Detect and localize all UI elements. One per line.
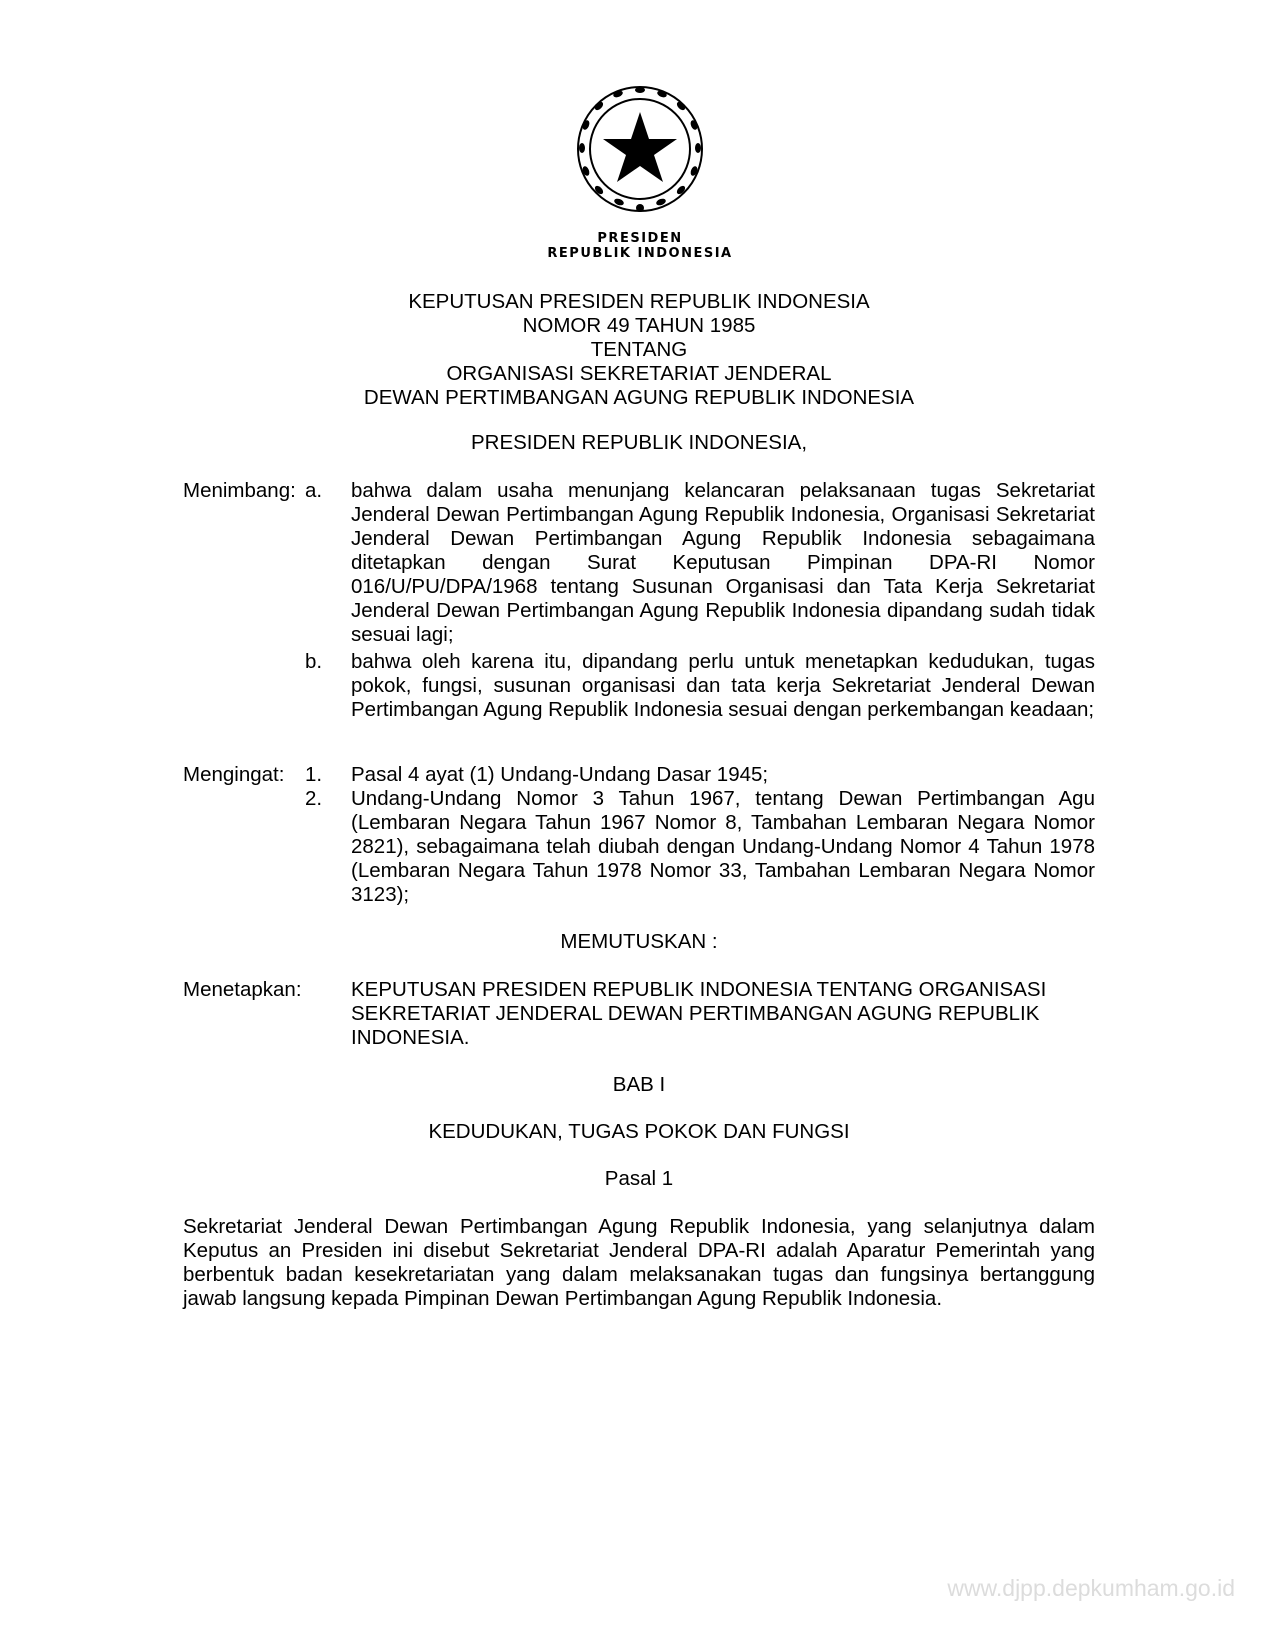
pasal-1-text: Sekretariat Jenderal Dewan Pertimbangan Agung Republik Indonesia, yang selanjutnya dalam Keputus an Presiden ini disebut Sekretariat Jenderal DPA-RI adalah Aparatur Pemerintah yang berbentuk badan kesekretariatan yang dalam melaksanakan tugas dan fungsinya bertanggung jawab langsung kepada Pimpinan Dewan Pertimbangan Agung Republik Indonesia. — [183, 1215, 1095, 1310]
garuda-star-wreath-emblem-icon — [573, 82, 707, 216]
item-text: Undang-Undang Nomor 3 Tahun 1967, tentang Dewan Pertimbangan Agu (Lembaran Negara Tahun 1967 Nomor 8, Tambahan Lembaran Negara Nomor 2821), sebagaimana telah diubah dengan Undang-Undang Nomor 4 Tahun 1978 (Lembaran Negara Tahun 1978 Nomor 33, Tambahan Lembaran Negara Nomor 3123); — [351, 787, 1095, 906]
item-marker: b. — [305, 650, 323, 673]
menetapkan-label: Menetapkan: — [183, 978, 302, 1001]
crest-label-presiden: PRESIDEN — [597, 231, 683, 246]
item-marker: a. — [305, 479, 323, 502]
crest-label-republik-indonesia: REPUBLIK INDONESIA — [547, 246, 733, 261]
pasal-heading: Pasal 1 — [604, 1167, 674, 1190]
item-text: Pasal 4 ayat (1) Undang-Undang Dasar 1945; — [351, 763, 769, 786]
heading-line: TENTANG — [590, 338, 688, 361]
watermark: www.djpp.depkumham.go.id — [947, 1575, 1235, 1601]
bab-title: KEDUDUKAN, TUGAS POKOK DAN FUNGSI — [428, 1120, 850, 1143]
item-text: bahwa dalam usaha menunjang kelancaran pelaksanaan tugas Sekretariat Jenderal Dewan Pertimbangan Agung Republik Indonesia, Organisasi Sekretariat Jenderal Dewan Pertimbangan Agung Republik Indonesia sebagaimana ditetapkan dengan Surat Keputusan Pimpinan DPA-RI Nomor 016/U/PU/DPA/1968 tentang Susunan Organisasi dan Tata Kerja Sekretariat Jenderal Dewan Pertimbangan Agung Republik Indonesia dipandang sudah tidak sesuai lagi; — [351, 479, 1095, 646]
item-marker: 1. — [305, 763, 323, 786]
heading-line: KEPUTUSAN PRESIDEN REPUBLIK INDONESIA — [408, 290, 870, 313]
menimbang-label: Menimbang: — [183, 479, 296, 502]
memutuskan-heading: MEMUTUSKAN : — [560, 930, 718, 953]
item-text: bahwa oleh karena itu, dipandang perlu untuk menetapkan kedudukan, tugas pokok, fungsi, susunan organisasi dan tata kerja Sekretariat Jenderal Dewan Pertimbangan Agung Republik Indonesia sesuai dengan perkembangan keadaan; — [351, 650, 1095, 721]
bab-heading: BAB I — [612, 1073, 666, 1096]
item-marker: 2. — [305, 787, 323, 810]
document-heading — [183, 290, 1095, 410]
president-line: PRESIDEN REPUBLIK INDONESIA, — [470, 431, 808, 454]
heading-line: NOMOR 49 TAHUN 1985 — [522, 314, 756, 337]
mengingat-label: Mengingat: — [183, 763, 285, 786]
heading-line: ORGANISASI SEKRETARIAT JENDERAL — [446, 362, 832, 385]
menetapkan-text: KEPUTUSAN PRESIDEN REPUBLIK INDONESIA TENTANG ORGANISASI SEKRETARIAT JENDERAL DEWAN PERTIMBANGAN AGUNG REPUBLIK INDONESIA. — [351, 978, 1047, 1049]
heading-line: DEWAN PERTIMBANGAN AGUNG REPUBLIK INDONESIA — [363, 386, 915, 409]
